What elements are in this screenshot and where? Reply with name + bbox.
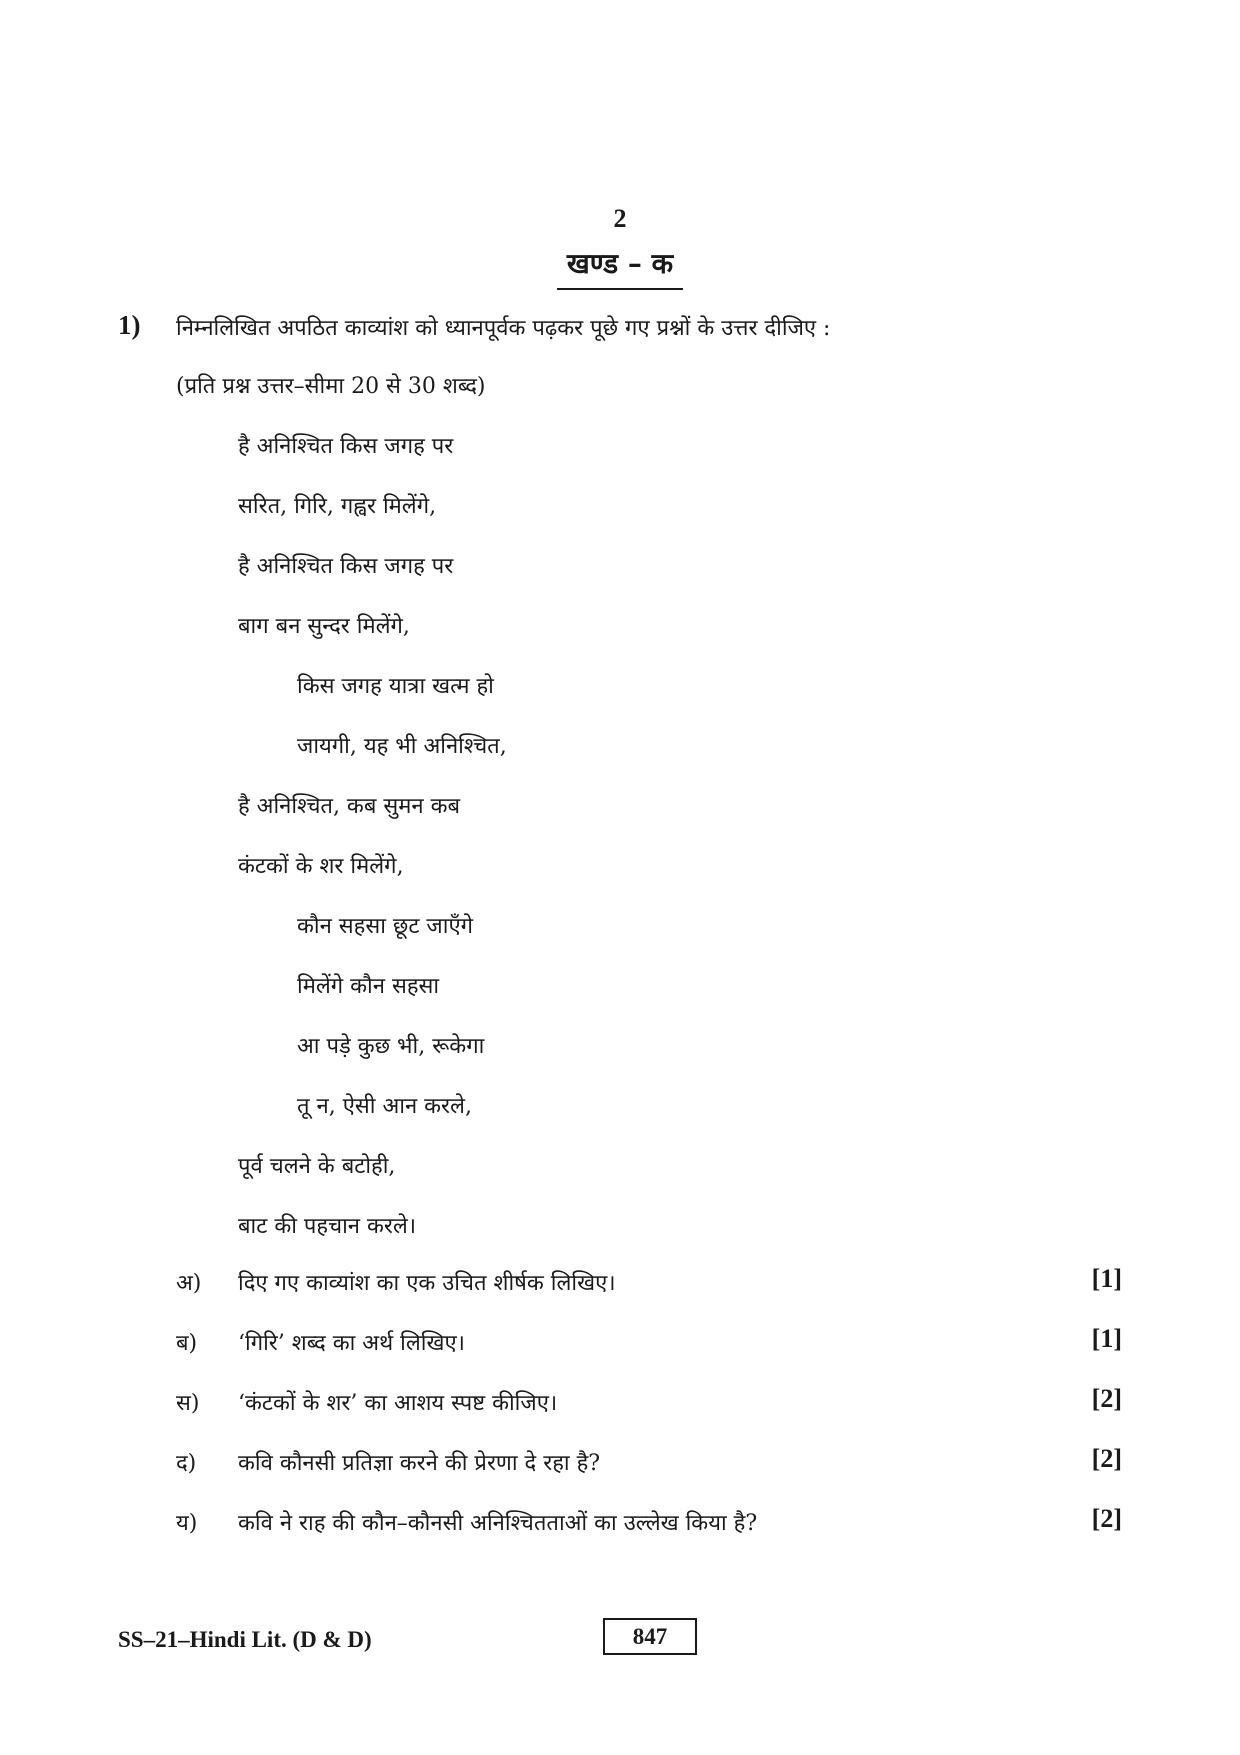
question-instruction: निम्नलिखित अपठित काव्यांश को ध्यानपूर्वक पढ़कर पूछे गए प्रश्नों के उत्तर दीजिए : bbox=[176, 316, 831, 341]
poem-line: कंटकों के शर मिलेंगे, bbox=[238, 854, 404, 879]
sub-question-label: य) bbox=[176, 1511, 198, 1536]
sub-question-label: द) bbox=[176, 1451, 197, 1476]
marks: [2] bbox=[1091, 1504, 1122, 1533]
poem-line: पूर्व चलने के बटोही, bbox=[238, 1154, 396, 1179]
page-box-number: 847 bbox=[603, 1618, 697, 1655]
poem-line: तू न, ऐसी आन करले, bbox=[297, 1094, 472, 1119]
sub-question-text: कवि कौनसी प्रतिज्ञा करने की प्रेरणा दे रहा है? bbox=[238, 1451, 601, 1476]
sub-question-text: दिए गए काव्यांश का एक उचित शीर्षक लिखिए। bbox=[238, 1271, 616, 1296]
section-heading bbox=[0, 244, 1240, 290]
marks: [2] bbox=[1091, 1384, 1122, 1413]
word-limit-note: (प्रति प्रश्न उत्तर–सीमा 20 से 30 शब्द) bbox=[176, 374, 486, 399]
marks: [1] bbox=[1091, 1264, 1122, 1293]
poem-line: जायगी, यह भी अनिश्चित, bbox=[297, 734, 507, 759]
marks: [2] bbox=[1091, 1444, 1122, 1473]
sub-question-text: ‘कंटकों के शर’ का आशय स्पष्ट कीजिए। bbox=[238, 1391, 558, 1416]
section-title: खण्ड – क bbox=[557, 244, 683, 290]
poem-line: मिलेंगे कौन सहसा bbox=[297, 974, 440, 999]
marks: [1] bbox=[1091, 1324, 1122, 1353]
sub-question-label: स) bbox=[176, 1391, 200, 1416]
poem-line: बाट की पहचान करले। bbox=[238, 1214, 417, 1239]
page-number: 2 bbox=[613, 204, 627, 233]
poem-line: सरित, गिरि, गह्वर मिलेंगे, bbox=[238, 494, 437, 519]
poem-line: कौन सहसा छूट जाएँगे bbox=[297, 914, 473, 939]
sub-question-label: अ) bbox=[176, 1271, 202, 1296]
question-number: 1) bbox=[118, 310, 141, 340]
sub-question-text: कवि ने राह की कौन–कौनसी अनिश्चितताओं का उल्लेख किया है? bbox=[238, 1511, 758, 1536]
poem-line: किस जगह यात्रा खत्म हो bbox=[297, 674, 494, 699]
paper-code: SS–21–Hindi Lit. (D & D) bbox=[118, 1627, 372, 1652]
poem-line: है अनिश्चित किस जगह पर bbox=[238, 434, 454, 459]
poem-line: है अनिश्चित, कब सुमन कब bbox=[238, 794, 461, 819]
poem-line: आ पड़े कुछ भी, रूकेगा bbox=[297, 1034, 485, 1059]
sub-question-label: ब) bbox=[176, 1331, 198, 1356]
poem-line: है अनिश्चित किस जगह पर bbox=[238, 554, 454, 579]
poem-line: बाग बन सुन्दर मिलेंगे, bbox=[238, 614, 410, 639]
sub-question-text: ‘गिरि’ शब्द का अर्थ लिखिए। bbox=[238, 1331, 465, 1356]
